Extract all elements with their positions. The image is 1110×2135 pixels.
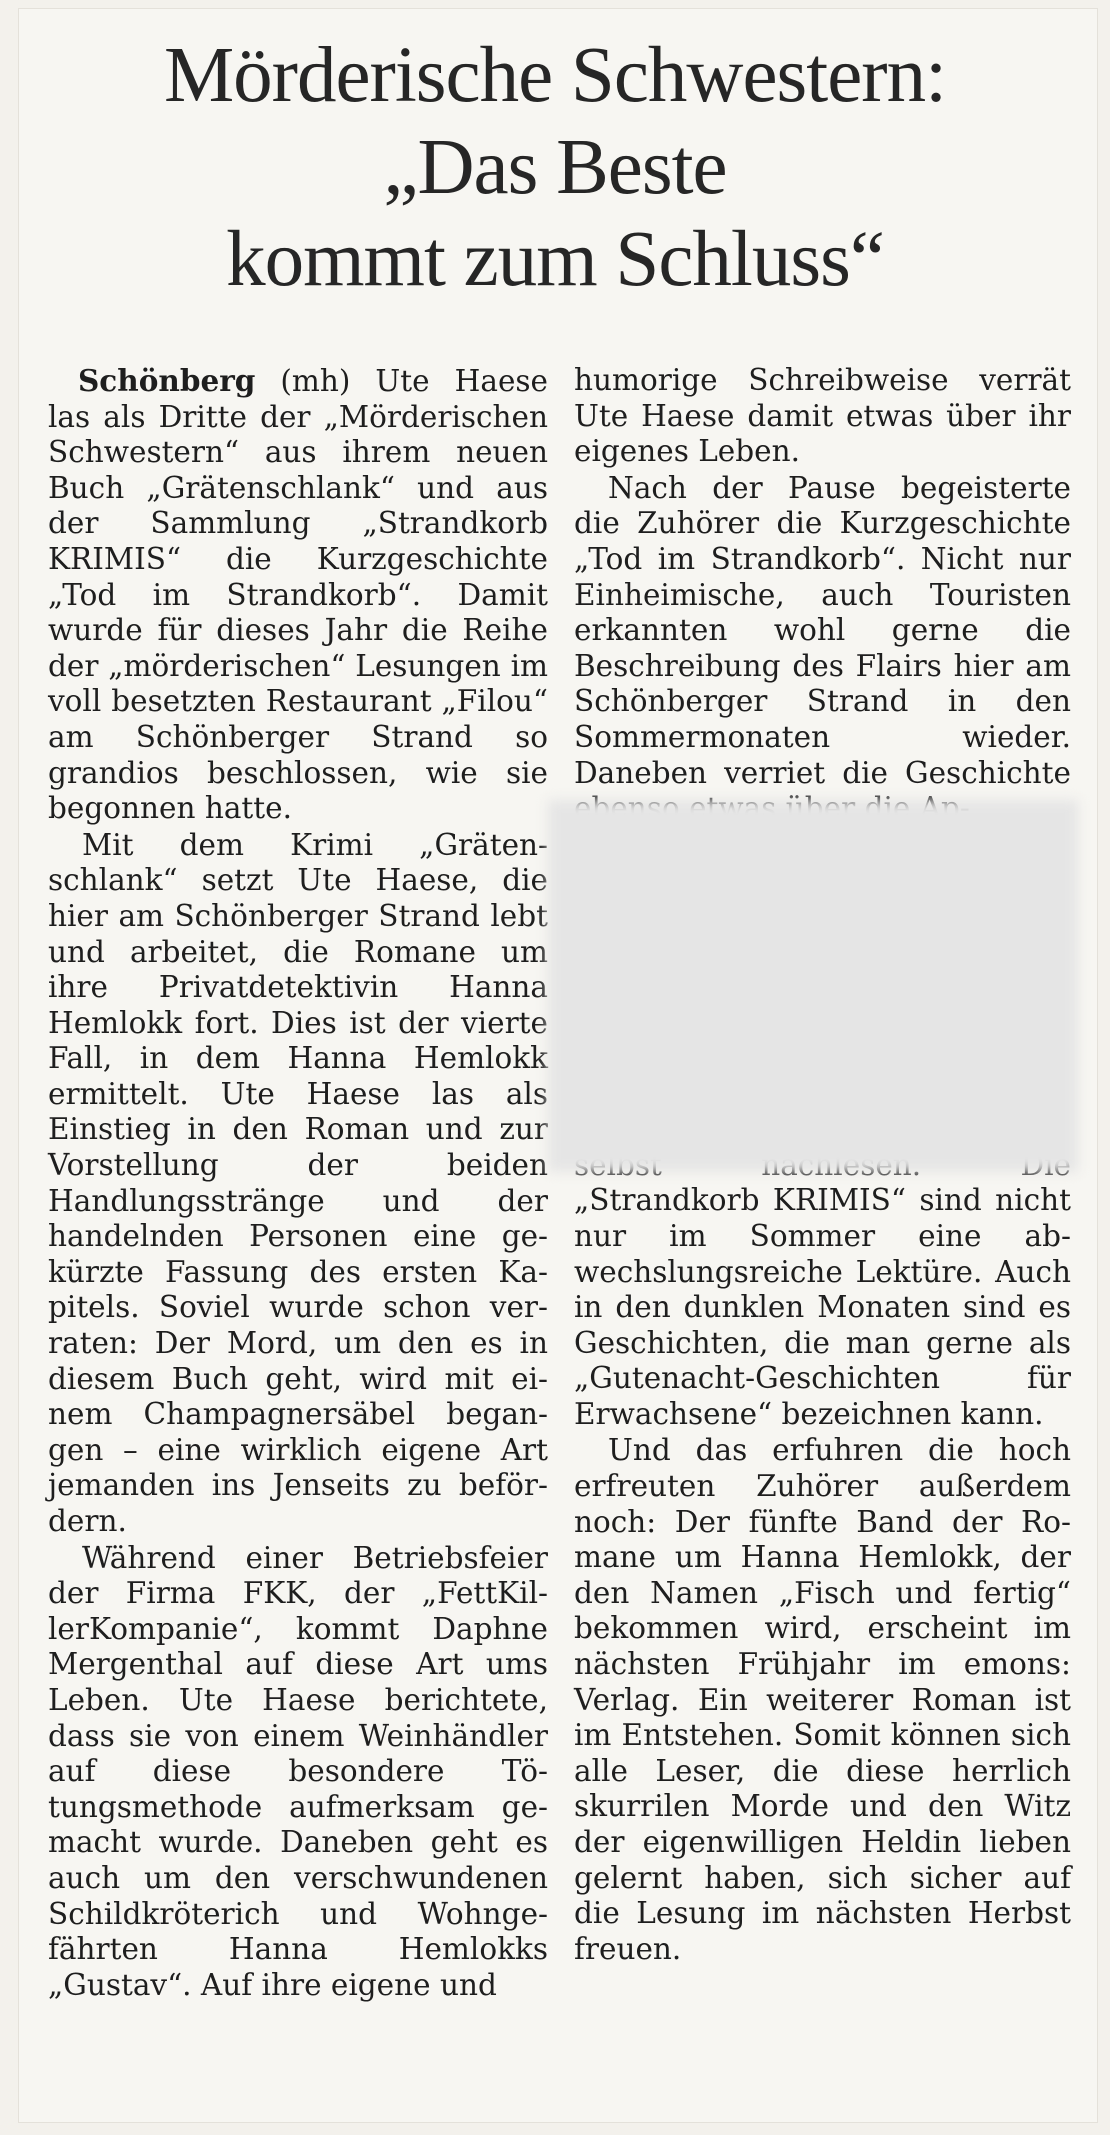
article-column-left (48, 363, 548, 2004)
headline-line-1: Mörderische Schwestern: (163, 32, 947, 119)
headline-line-3: kommt zum Schluss“ (226, 216, 884, 303)
paragraph-5: Und das erfuhren die hoch erfreuten Zuhörer außerdem noch: Der fünfte Band der Romane um Hanna Hemlokk, der den Namen „Fisch und fertig“ bekommen wird, erscheint im nächsten Frühjahr im emons: Verlag. Ein weiterer Roman ist im Entstehen. Somit können sich alle Leser, die diese herrlich skurrilen Morde und den Witz der eigenwilligen Heldin lieben gelernt haben, sich sicher auf die Lesung im nächsten Herbst freuen. (574, 1433, 1071, 1966)
dateline: Schönberg (78, 363, 256, 398)
paragraph-2: Mit dem Krimi „Grätenschlank“ setzt Ute Haese, die hier am Schönberger Strand lebt und arbeitet, die Romane um ihre Privatdetektivin Hanna Hemlokk fort. Dies ist der vierte Fall, in dem Hanna Hemlokk ermittelt. Ute Haese las als Einstieg in den Roman und zur Vorstellung der beiden Handlungsstränge und der handelnden Personen eine gekürzte Fassung des ersten Kapitels. Soviel wurde schon verraten: Der Mord, um den es in diesem Buch geht, wird mit einem Champagnersäbel begangen – eine wirklich eigene Art jemanden ins Jenseits zu befördern. (48, 827, 548, 1538)
paragraph-1 (48, 363, 548, 827)
paragraph-1-text: (mh) Ute Haese las als Dritte der „Mörderischen Schwestern“ aus ihrem neuen Buch „Grätenschlank“ und aus der Sammlung „Strandkorb KRIMIS“ die Kurzgeschichte „Tod im Strandkorb“. Damit wurde für dieses Jahr die Reihe der „mörderischen“ Lesungen im voll besetzten Restaurant „Filou“ am Schönberger Strand so grandios beschlossen, wie sie begonnen hatte. (48, 364, 548, 826)
paragraph-3: Während einer Betriebsfeier der Firma FKK, der „FettKillerKompanie“, kommt Daphne Mergenthal auf diese Art ums Leben. Ute Haese berichtete, dass sie von einem Weinhändler auf diese besondere Tötungsmethode aufmerksam gemacht wurde. Daneben geht es auch um den verschwundenen Schildkröterich und Wohngefährten Hanna Hemlokks „Gustav“. Auf ihre eigene und (48, 1540, 548, 2002)
paragraph-4-tail: „Strandkorb KRIMIS“ sind nicht nur im Sommer eine abwechslungsreiche Lektüre. Auch in den dunklen Monaten sind es Geschichten, die man gerne als „Gutenacht-Geschichten für Erwachsene“ bezeichnen kann. (574, 1183, 1071, 1431)
paragraph-3-continued: humorige Schreibweise verrät Ute Haese damit etwas über ihr eigenes Leben. (574, 363, 1071, 469)
blurred-redaction (548, 800, 1078, 1172)
headline-line-2: „Das Beste (383, 124, 727, 211)
headline (0, 30, 1110, 306)
paragraph-4: Nach der Pause begeisterte die Zuhörer die Kurzgeschichte „Tod im Strandkorb“. Nicht nur Einheimische, auch Touristen erkannten wohl gerne die Beschreibung des Flairs hier am Schönberger Strand in den Sommermonaten wieder. Daneben verriet die Geschichte (574, 470, 1071, 790)
